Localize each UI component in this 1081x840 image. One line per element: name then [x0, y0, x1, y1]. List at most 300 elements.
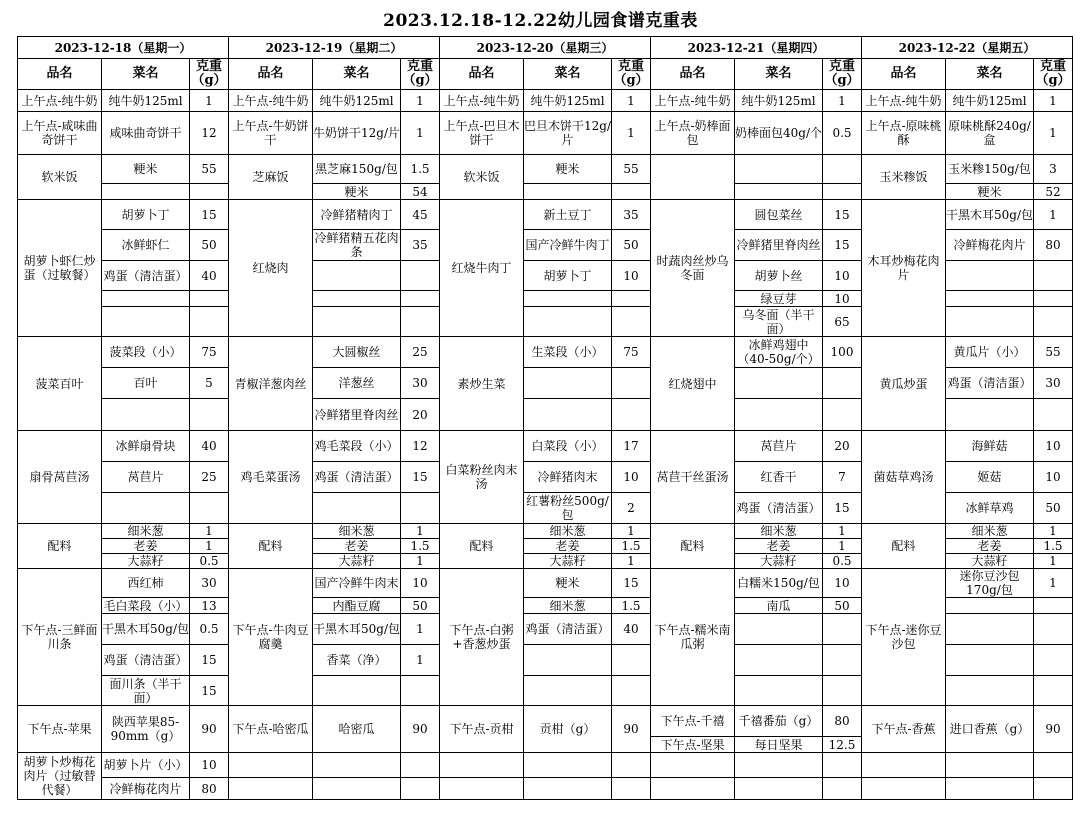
- ingredient: 生菜段（小）: [524, 337, 612, 368]
- weight: 25: [190, 462, 229, 493]
- ingredient: 冷鲜猪里脊肉丝: [313, 399, 401, 431]
- weight: 10: [190, 753, 229, 778]
- dish-name: 配料: [440, 524, 524, 569]
- empty-cell: [401, 778, 440, 800]
- ingredient: 菠菜段（小）: [102, 337, 190, 368]
- weight: 54: [401, 184, 440, 200]
- dish-name: 红烧翅中: [651, 337, 735, 431]
- empty-cell: [612, 753, 651, 778]
- ingredient: 香菜（净）: [313, 645, 401, 676]
- weight: 80: [823, 706, 862, 737]
- dish-name: 上午点-奶棒面包: [651, 112, 735, 155]
- weight: 1: [190, 524, 229, 539]
- empty-cell: [612, 291, 651, 307]
- ingredient: 鸡蛋（清洁蛋）: [946, 368, 1034, 399]
- dish-name: 下午点-贡柑: [440, 706, 524, 753]
- empty-cell: [735, 753, 823, 778]
- col-header: 菜名: [524, 59, 612, 90]
- weight: 15: [190, 676, 229, 706]
- ingredient: 每日坚果: [735, 737, 823, 753]
- weight: 17: [612, 431, 651, 462]
- weight: 40: [190, 431, 229, 462]
- weight: 1: [1034, 569, 1073, 598]
- weight: 0.5: [823, 554, 862, 569]
- empty-cell: [401, 493, 440, 524]
- empty-cell: [524, 291, 612, 307]
- day-header: 2023-12-19（星期二）: [229, 37, 440, 59]
- weight: 65: [823, 307, 862, 337]
- empty-cell: [862, 778, 946, 800]
- weight: 1.5: [612, 539, 651, 554]
- weight: 15: [190, 200, 229, 230]
- ingredient: 大蒜籽: [313, 554, 401, 569]
- empty-cell: [102, 184, 190, 200]
- empty-cell: [524, 368, 612, 399]
- col-header: 品名: [440, 59, 524, 90]
- ingredient: 鸡蛋（清洁蛋）: [735, 493, 823, 524]
- weight: 40: [190, 261, 229, 291]
- empty-cell: [1034, 645, 1073, 676]
- weight: 0.5: [190, 554, 229, 569]
- weight: 15: [823, 200, 862, 230]
- weight: 1.5: [612, 598, 651, 614]
- empty-cell: [313, 778, 401, 800]
- ingredient: 原味桃酥240g/盒: [946, 112, 1034, 155]
- weight: 75: [612, 337, 651, 368]
- ingredient: 粳米: [946, 184, 1034, 200]
- empty-cell: [612, 368, 651, 399]
- col-header: 品名: [18, 59, 102, 90]
- ingredient: 胡萝卜丁: [524, 261, 612, 291]
- dish-name: 上午点-巴旦木饼干: [440, 112, 524, 155]
- dish-name: 上午点-纯牛奶: [229, 90, 313, 112]
- ingredient: 冰鲜虾仁: [102, 230, 190, 261]
- table-row: [18, 431, 1073, 462]
- dish-name: 下午点-迷你豆沙包: [862, 569, 946, 706]
- menu-table: [17, 36, 1073, 800]
- ingredient: 西红柿: [102, 569, 190, 598]
- empty-cell: [612, 307, 651, 337]
- ingredient: 鸡毛菜段（小）: [313, 431, 401, 462]
- dish-name: 配料: [651, 524, 735, 569]
- weight: 15: [612, 569, 651, 598]
- empty-cell: [190, 307, 229, 337]
- weight: 10: [823, 569, 862, 598]
- empty-cell: [313, 261, 401, 291]
- day-header-row: [18, 37, 1073, 59]
- dish-name: 木耳炒梅花肉片: [862, 200, 946, 337]
- ingredient: 黄瓜片（小）: [946, 337, 1034, 368]
- col-header: 菜名: [946, 59, 1034, 90]
- weight: 90: [190, 706, 229, 753]
- ingredient: 纯牛奶125ml: [524, 90, 612, 112]
- empty-cell: [190, 291, 229, 307]
- empty-cell: [102, 291, 190, 307]
- ingredient: 海鲜菇: [946, 431, 1034, 462]
- empty-cell: [313, 307, 401, 337]
- col-header: 克重（g）: [191, 59, 227, 88]
- weight: 75: [190, 337, 229, 368]
- dish-name: 配料: [862, 524, 946, 569]
- ingredient: 粳米: [313, 184, 401, 200]
- dish-name: 上午点-牛奶饼干: [229, 112, 313, 155]
- ingredient: 莴苣片: [102, 462, 190, 493]
- ingredient: 细米葱: [524, 598, 612, 614]
- weight: 80: [190, 778, 229, 800]
- ingredient: 粳米: [524, 569, 612, 598]
- empty-cell: [1034, 261, 1073, 291]
- weight: 50: [401, 598, 440, 614]
- ingredient: 粳米: [524, 155, 612, 184]
- ingredient: 干黑木耳50g/包: [102, 614, 190, 645]
- ingredient: 陕西苹果85-90mm（g）: [102, 706, 190, 753]
- empty-cell: [735, 155, 823, 184]
- column-header-row: [18, 59, 1073, 90]
- ingredient: 白菜段（小）: [524, 431, 612, 462]
- dish-name: 下午点-苹果: [18, 706, 102, 753]
- col-header: 克重（g）: [402, 59, 438, 88]
- ingredient: 胡萝卜丁: [102, 200, 190, 230]
- empty-cell: [401, 307, 440, 337]
- weight: 15: [401, 462, 440, 493]
- empty-cell: [735, 184, 823, 200]
- dish-name: 上午点-纯牛奶: [651, 90, 735, 112]
- ingredient: 大蒜籽: [524, 554, 612, 569]
- empty-cell: [823, 645, 862, 676]
- empty-cell: [401, 291, 440, 307]
- weight: 20: [823, 431, 862, 462]
- empty-cell: [1034, 598, 1073, 614]
- weight: 0.5: [823, 112, 862, 155]
- page-title: 2023.12.18-12.22幼儿园食谱克重表: [383, 11, 698, 31]
- weight: 25: [401, 337, 440, 368]
- dish-name: 莴苣干丝蛋汤: [651, 431, 735, 524]
- weight: 1: [823, 539, 862, 554]
- dish-name: 黄瓜炒蛋: [862, 337, 946, 431]
- empty-cell: [313, 676, 401, 706]
- ingredient: 细米葱: [735, 524, 823, 539]
- table-row: [18, 200, 1073, 230]
- ingredient: 大圆椒丝: [313, 337, 401, 368]
- empty-cell: [735, 645, 823, 676]
- ingredient: 玉米糁150g/包: [946, 155, 1034, 184]
- weight: 10: [612, 462, 651, 493]
- weight: 12: [401, 431, 440, 462]
- empty-cell: [823, 368, 862, 399]
- weight: 55: [612, 155, 651, 184]
- dish-name: 配料: [229, 524, 313, 569]
- weight: 13: [190, 598, 229, 614]
- table-row: [18, 90, 1073, 112]
- weight: 45: [401, 200, 440, 230]
- weight: 1: [401, 524, 440, 539]
- dish-name: 上午点-咸味曲奇饼干: [18, 112, 102, 155]
- dish-name: 白菜粉丝肉末汤: [440, 431, 524, 524]
- weight: 1.5: [1034, 539, 1073, 554]
- empty-cell: [735, 676, 823, 706]
- weight: 40: [612, 614, 651, 645]
- weight: 1: [612, 90, 651, 112]
- weight: 1: [401, 112, 440, 155]
- ingredient: 哈密瓜: [313, 706, 401, 753]
- ingredient: 姬菇: [946, 462, 1034, 493]
- weight: 1: [1034, 112, 1073, 155]
- empty-cell: [735, 778, 823, 800]
- ingredient: 千禧番茄（g）: [735, 706, 823, 737]
- col-header: 克重（g）: [1035, 59, 1071, 88]
- ingredient: 毛白菜段（小）: [103, 598, 188, 613]
- weight: 100: [823, 337, 862, 368]
- col-header: 菜名: [735, 59, 823, 90]
- dish-name: 青椒洋葱肉丝: [229, 337, 313, 431]
- col-header: 菜名: [102, 59, 190, 90]
- empty-cell: [946, 291, 1034, 307]
- ingredient: 贡柑（g）: [524, 706, 612, 753]
- ingredient: 冷鲜梅花肉片: [102, 778, 190, 800]
- table-row: [18, 706, 1073, 737]
- dish-name: 下午点-香蕉: [862, 706, 946, 753]
- empty-cell: [946, 307, 1034, 337]
- ingredient: 迷你豆沙包170g/包: [946, 569, 1034, 598]
- empty-cell: [401, 261, 440, 291]
- ingredient: 百叶: [102, 368, 190, 399]
- weight: 1.5: [401, 155, 440, 184]
- ingredient: 鸡蛋（清洁蛋）: [102, 261, 190, 291]
- empty-cell: [102, 307, 190, 337]
- empty-cell: [440, 778, 524, 800]
- weight: 1: [1034, 200, 1073, 230]
- dish-name: 下午点-糯米南瓜粥: [651, 569, 735, 706]
- ingredient: 国产冷鲜牛肉末: [313, 569, 401, 598]
- day-header: 2023-12-20（星期三）: [440, 37, 651, 59]
- ingredient: 内酯豆腐: [313, 598, 401, 614]
- dish-name: 素炒生菜: [440, 337, 524, 431]
- empty-cell: [946, 676, 1034, 706]
- ingredient: 咸味曲奇饼干: [102, 112, 190, 155]
- ingredient: 细米葱: [313, 524, 401, 539]
- ingredient: 细米葱: [102, 524, 190, 539]
- ingredient: 红香干: [735, 462, 823, 493]
- ingredient: 粳米: [102, 155, 190, 184]
- weight: 90: [401, 706, 440, 753]
- weight: 55: [1034, 337, 1073, 368]
- weight: 10: [823, 291, 862, 307]
- col-header: 克重（g）: [824, 59, 860, 88]
- empty-cell: [102, 493, 190, 524]
- empty-cell: [1034, 614, 1073, 645]
- table-row: [18, 155, 1073, 184]
- ingredient: 乌冬面（半干面）: [735, 307, 823, 337]
- empty-cell: [946, 645, 1034, 676]
- empty-cell: [735, 614, 823, 645]
- col-header: 克重（g）: [613, 59, 649, 88]
- day-header: 2023-12-22（星期五）: [862, 37, 1073, 59]
- dish-name: 上午点-纯牛奶: [440, 90, 524, 112]
- empty-cell: [612, 676, 651, 706]
- ingredient: 绿豆芽: [735, 291, 823, 307]
- empty-cell: [313, 753, 401, 778]
- ingredient: 纯牛奶125ml: [313, 90, 401, 112]
- empty-cell: [401, 676, 440, 706]
- empty-cell: [823, 676, 862, 706]
- empty-cell: [946, 261, 1034, 291]
- ingredient: 南瓜: [735, 598, 823, 614]
- table-row: [18, 112, 1073, 155]
- weight: 1: [1034, 90, 1073, 112]
- empty-cell: [823, 778, 862, 800]
- weight: 1: [612, 524, 651, 539]
- dish-name: 胡萝卜炒梅花肉片（过敏替代餐）: [18, 753, 102, 800]
- dish-name: 红烧肉: [229, 200, 313, 337]
- dish-name: 下午点-哈密瓜: [229, 706, 313, 753]
- empty-cell: [735, 368, 823, 399]
- ingredient: 干黑木耳50g/包: [946, 200, 1034, 230]
- col-header: 品名: [651, 59, 735, 90]
- ingredient: 奶棒面包40g/个: [735, 112, 823, 155]
- ingredient: 鸡蛋（清洁蛋）: [102, 645, 190, 676]
- empty-cell: [1034, 399, 1073, 431]
- dish-name: 鸡毛菜蛋汤: [229, 431, 313, 524]
- table-row: [18, 569, 1073, 598]
- ingredient: 老姜: [102, 539, 190, 554]
- ingredient: 白糯米150g/包: [735, 569, 823, 598]
- ingredient: 干黑木耳50g/包: [313, 614, 401, 645]
- empty-cell: [524, 778, 612, 800]
- empty-cell: [524, 399, 612, 431]
- ingredient: 巴旦木饼干12g/片: [524, 112, 612, 155]
- empty-cell: [313, 291, 401, 307]
- day-header: 2023-12-18（星期一）: [18, 37, 229, 59]
- empty-cell: [823, 184, 862, 200]
- weight: 1.5: [401, 539, 440, 554]
- dish-name: 菠菜百叶: [18, 337, 102, 431]
- ingredient: 红薯粉丝500g/包: [524, 493, 612, 524]
- empty-cell: [946, 399, 1034, 431]
- weight: 1: [612, 554, 651, 569]
- ingredient: 新土豆丁: [524, 200, 612, 230]
- empty-cell: [440, 753, 524, 778]
- weight: 1: [190, 539, 229, 554]
- empty-cell: [102, 399, 190, 431]
- weight: 5: [190, 368, 229, 399]
- ingredient: 冰鲜鸡翅中（40-50g/个）: [735, 337, 823, 368]
- weight: 50: [190, 230, 229, 261]
- dish-name: 芝麻饭: [229, 155, 313, 200]
- empty-cell: [229, 778, 313, 800]
- empty-cell: [524, 184, 612, 200]
- empty-cell: [823, 614, 862, 645]
- dish-name: 配料: [18, 524, 102, 569]
- empty-cell: [823, 753, 862, 778]
- weight: 1: [612, 112, 651, 155]
- ingredient: 细米葱: [524, 524, 612, 539]
- dish-name: 扇骨莴苣汤: [18, 431, 102, 524]
- weight: 1: [190, 90, 229, 112]
- weight: 1: [1034, 554, 1073, 569]
- empty-cell: [524, 753, 612, 778]
- empty-cell: [612, 399, 651, 431]
- ingredient: 冷鲜猪里脊肉丝: [735, 230, 823, 261]
- weight: 12.5: [823, 737, 862, 753]
- dish-name: 时蔬肉丝炒乌冬面: [651, 200, 735, 337]
- empty-cell: [862, 753, 946, 778]
- empty-cell: [612, 778, 651, 800]
- ingredient: 冷鲜猪肉末: [524, 462, 612, 493]
- day-header: 2023-12-21（星期四）: [651, 37, 862, 59]
- weight: 30: [1034, 368, 1073, 399]
- empty-cell: [651, 778, 735, 800]
- dish-name: 红烧牛肉丁: [440, 200, 524, 337]
- empty-cell: [946, 753, 1034, 778]
- col-header: 品名: [862, 59, 946, 90]
- weight: 52: [1034, 184, 1073, 200]
- empty-cell: [946, 778, 1034, 800]
- col-header: 品名: [229, 59, 313, 90]
- empty-cell: [612, 645, 651, 676]
- ingredient: 冷鲜猪精肉丁: [313, 200, 401, 230]
- weight: 55: [190, 155, 229, 184]
- weight: 2: [612, 493, 651, 524]
- ingredient: 莴苣片: [735, 431, 823, 462]
- empty-cell: [1034, 778, 1073, 800]
- weight: 35: [401, 230, 440, 261]
- weight: 90: [612, 706, 651, 753]
- dish-name: 下午点-坚果: [651, 737, 735, 753]
- col-header: 菜名: [313, 59, 401, 90]
- ingredient: 洋葱丝: [313, 368, 401, 399]
- ingredient: 鸡蛋（清洁蛋）: [524, 614, 612, 645]
- ingredient: 面川条（半干面）: [102, 676, 190, 706]
- dish-name: 下午点-牛肉豆腐羹: [229, 569, 313, 706]
- ingredient: 国产冷鲜牛肉丁: [524, 230, 612, 261]
- empty-cell: [735, 399, 823, 431]
- dish-name: 玉米糁饭: [862, 155, 946, 200]
- ingredient: 鸡蛋（清洁蛋）: [313, 462, 401, 493]
- empty-cell: [524, 676, 612, 706]
- empty-cell: [1034, 307, 1073, 337]
- empty-cell: [190, 493, 229, 524]
- weight: 1: [401, 90, 440, 112]
- dish-name: 上午点-纯牛奶: [18, 90, 102, 112]
- ingredient: 纯牛奶125ml: [946, 90, 1034, 112]
- weight: 50: [1034, 493, 1073, 524]
- dish-name: 软米饭: [440, 155, 524, 200]
- dish-name: 下午点-千禧: [651, 706, 735, 737]
- empty-cell: [946, 614, 1034, 645]
- weight: 30: [190, 569, 229, 598]
- ingredient: 牛奶饼干12g/片: [313, 112, 401, 155]
- weight: 10: [612, 261, 651, 291]
- weight: 10: [401, 569, 440, 598]
- ingredient: 纯牛奶125ml: [735, 90, 823, 112]
- ingredient: 进口香蕉（g）: [946, 706, 1034, 753]
- weight: 7: [823, 462, 862, 493]
- empty-cell: [1034, 291, 1073, 307]
- dish-name: 菌菇草鸡汤: [862, 431, 946, 524]
- ingredient: 老姜: [735, 539, 823, 554]
- ingredient: 老姜: [313, 539, 401, 554]
- ingredient: 圆包菜丝: [735, 200, 823, 230]
- dish-name: 下午点-白粥+香葱炒蛋: [440, 569, 524, 706]
- empty-cell: [612, 184, 651, 200]
- weight: 30: [401, 368, 440, 399]
- weight: 1: [823, 90, 862, 112]
- ingredient: 大蒜籽: [735, 554, 823, 569]
- ingredient: 大蒜籽: [102, 554, 190, 569]
- ingredient: 冷鲜梅花肉片: [946, 230, 1034, 261]
- empty-cell: [190, 399, 229, 431]
- dish-name: 下午点-三鲜面川条: [18, 569, 102, 706]
